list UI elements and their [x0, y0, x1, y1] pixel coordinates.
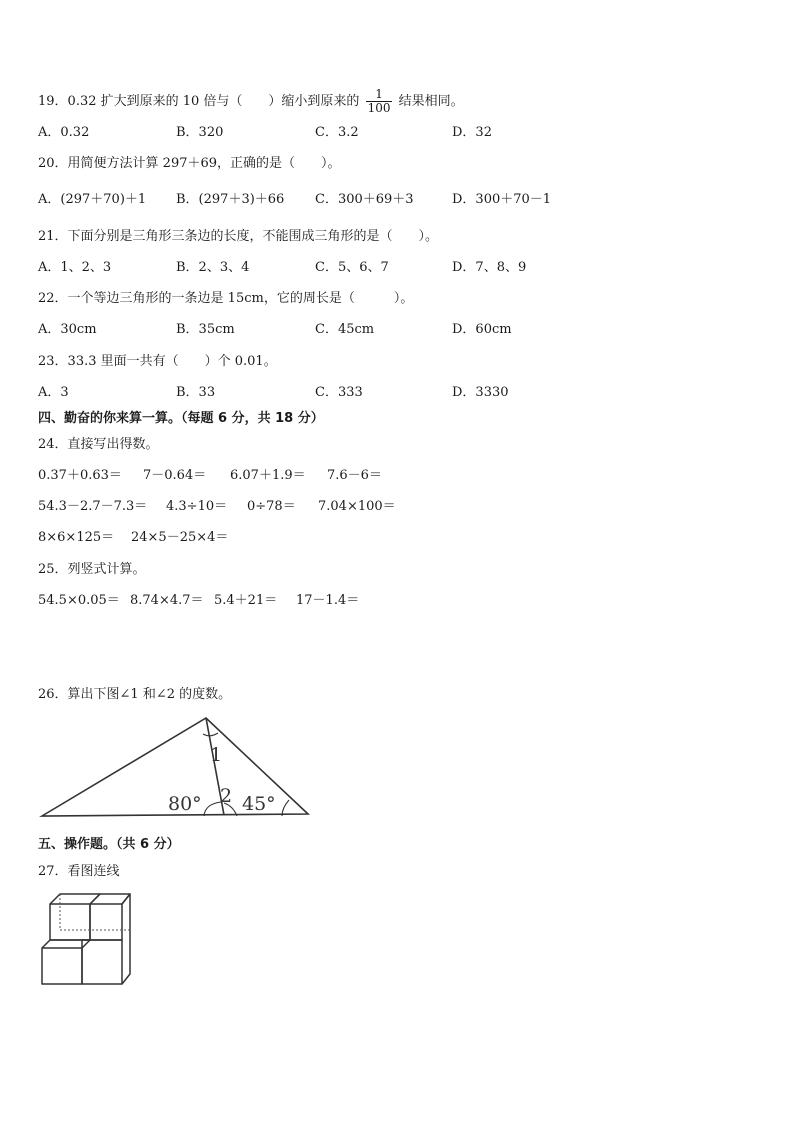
angle-label-80: 80° [168, 793, 202, 815]
question-19-text-b: 结果相同。 [398, 94, 464, 109]
question-19-text-a: 19．0.32 扩大到原来的 10 倍与（ ）缩小到原来的 [38, 94, 360, 109]
calc-item: 8.74×4.7＝ [130, 593, 204, 608]
q22-option-a[interactable]: A．30cm [38, 322, 97, 337]
fraction-denominator: 100 [367, 101, 391, 115]
q23-option-d[interactable]: D．3330 [452, 385, 509, 400]
section-4-title: 四、勤奋的你来算一算。（每题 6 分，共 18 分） [38, 411, 324, 426]
calc-item: 6.07＋1.9＝ [230, 468, 306, 483]
q23-option-c[interactable]: C．333 [315, 385, 363, 400]
angle-label-2: 2 [220, 785, 233, 807]
q22-option-b[interactable]: B．35cm [176, 322, 235, 337]
q21-option-d[interactable]: D．7、8、9 [452, 260, 527, 275]
question-26: 26．算出下图∠1 和∠2 的度数。 [38, 687, 232, 702]
question-21: 21．下面分别是三角形三条边的长度，不能围成三角形的是（ ）。 [38, 229, 439, 244]
calc-item: 7.04×100＝ [318, 499, 396, 514]
question-22: 22．一个等边三角形的一条边是 15cm，它的周长是（ ）。 [38, 291, 414, 306]
calc-item: 8×6×125＝ [38, 530, 115, 545]
q19-option-a[interactable]: A．0.32 [38, 125, 90, 140]
question-23: 23．33.3 里面一共有（ ）个 0.01。 [38, 354, 277, 369]
angle-label-45: 45° [242, 793, 276, 815]
q19-option-d[interactable]: D．32 [452, 125, 492, 140]
question-20: 20．用简便方法计算 297＋69，正确的是（ ）。 [38, 156, 341, 171]
angle-label-1: 1 [210, 744, 223, 766]
calc-item: 7－0.64＝ [143, 468, 207, 483]
q22-option-c[interactable]: C．45cm [315, 322, 375, 337]
q20-option-d[interactable]: D．300＋70－1 [452, 192, 552, 207]
calc-item: 24×5－25×4＝ [131, 530, 229, 545]
q21-option-c[interactable]: C．5、6、7 [315, 260, 389, 275]
calc-item: 7.6－6＝ [327, 468, 382, 483]
q23-option-a[interactable]: A．3 [38, 385, 69, 400]
q21-option-b[interactable]: B．2、3、4 [176, 260, 250, 275]
question-24: 24．直接写出得数。 [38, 437, 159, 452]
q20-option-b[interactable]: B．(297＋3)＋66 [176, 192, 285, 207]
q20-option-a[interactable]: A．(297＋70)＋1 [38, 192, 147, 207]
calc-item: 54.5×0.05＝ [38, 593, 120, 608]
cube-stack-figure [38, 890, 132, 988]
calc-item: 0.37＋0.63＝ [38, 468, 122, 483]
q22-option-d[interactable]: D．60cm [452, 322, 512, 337]
q20-option-c[interactable]: C．300＋69＋3 [315, 192, 414, 207]
triangle-figure [38, 712, 318, 820]
question-19 [38, 88, 464, 115]
q23-option-b[interactable]: B．33 [176, 385, 216, 400]
calc-item: 17－1.4＝ [296, 593, 360, 608]
q21-option-a[interactable]: A．1、2、3 [38, 260, 112, 275]
q19-option-b[interactable]: B．320 [176, 125, 224, 140]
section-5-title: 五、操作题。（共 6 分） [38, 837, 180, 852]
calc-item: 5.4＋21＝ [214, 593, 278, 608]
q19-option-c[interactable]: C．3.2 [315, 125, 359, 140]
question-25: 25．列竖式计算。 [38, 562, 146, 577]
calc-item: 0÷78＝ [247, 499, 296, 514]
calc-item: 4.3÷10＝ [166, 499, 228, 514]
calc-item: 54.3－2.7－7.3＝ [38, 499, 148, 514]
question-27: 27．看图连线 [38, 864, 120, 879]
fraction-numerator: 1 [366, 88, 393, 102]
angle-arc-1 [203, 733, 218, 736]
fraction [366, 88, 393, 115]
